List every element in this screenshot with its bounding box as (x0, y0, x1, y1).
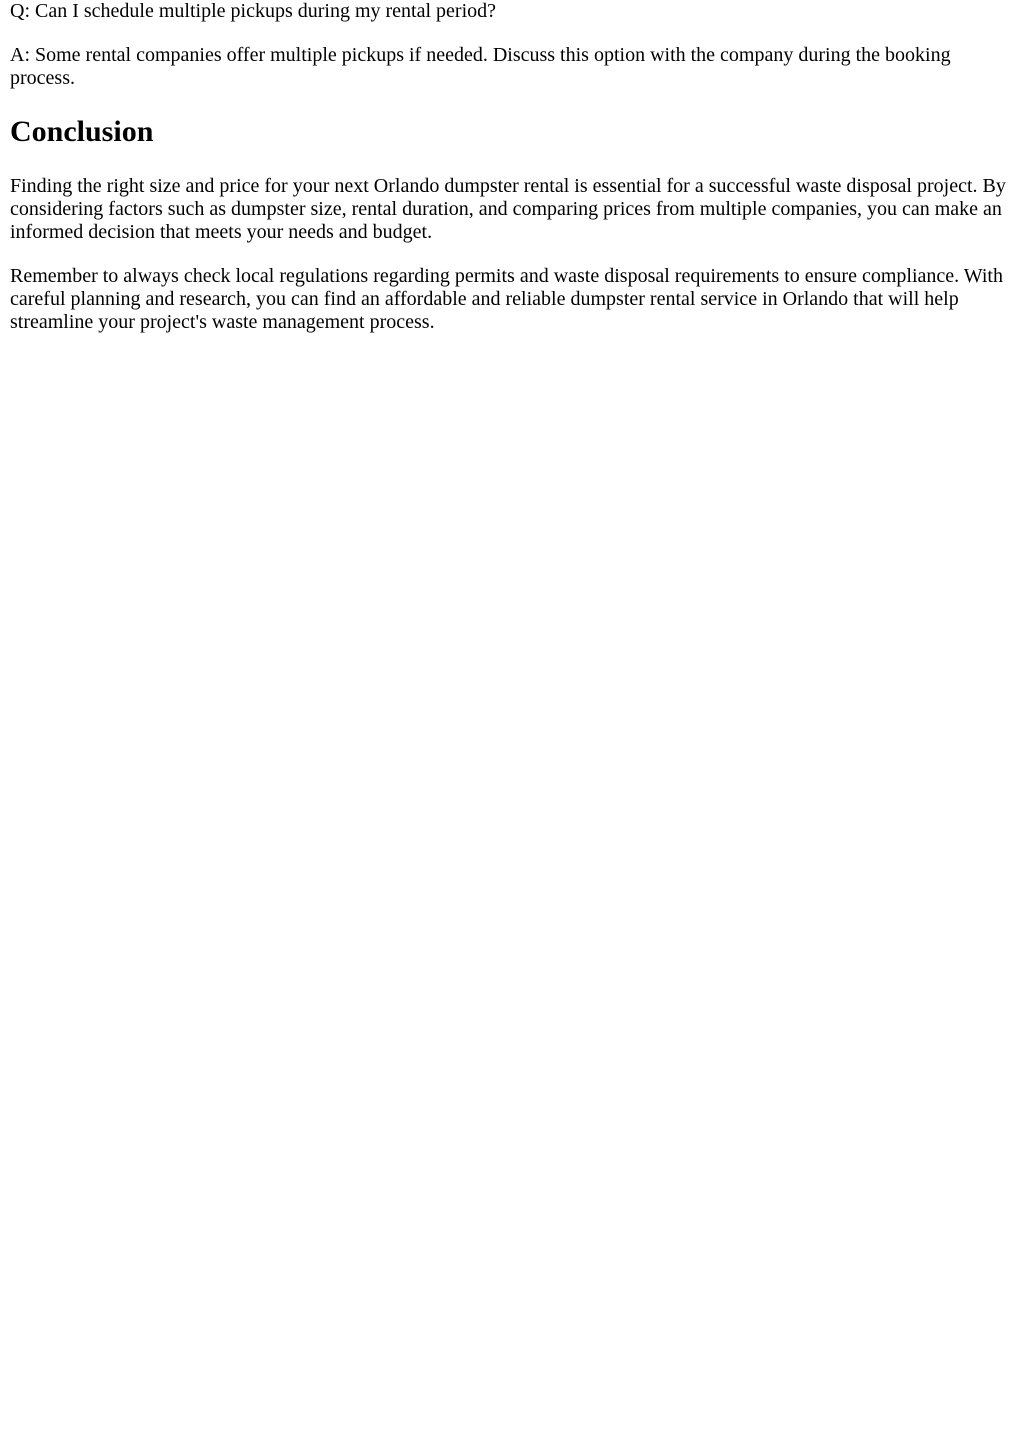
conclusion-paragraph-2: Remember to always check local regulations regarding permits and waste disposal requirements to ensure compliance. With careful planning and research, you can find an affordable and reliable dumpster rental service in Orlando that will help streamline your project's waste management process. (10, 265, 1003, 333)
faq-answer: A: Some rental companies offer multiple pickups if needed. Discuss this option with the company during the booking process. (10, 44, 951, 89)
faq-question: Q: Can I schedule multiple pickups during my rental period? (10, 0, 496, 22)
conclusion-heading: Conclusion (10, 115, 154, 148)
conclusion-paragraph-1: Finding the right size and price for your next Orlando dumpster rental is essential for a successful waste disposal project. By considering factors such as dumpster size, rental duration, and comparing prices from multiple companies, you can make an informed decision that meets your needs and budget. (10, 175, 1006, 243)
article-body (10, 0, 1014, 334)
